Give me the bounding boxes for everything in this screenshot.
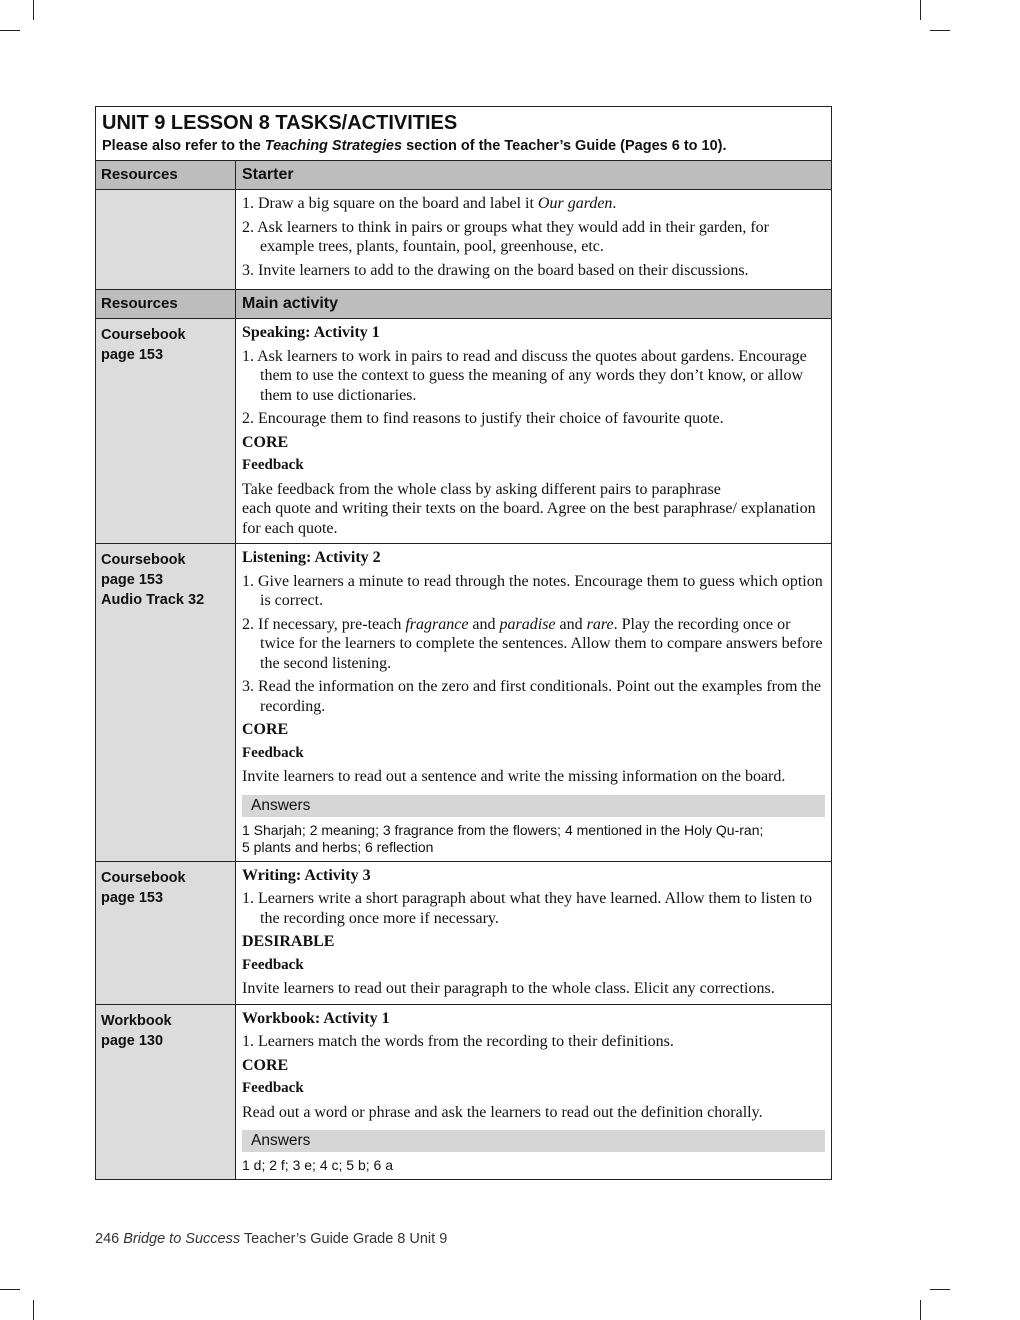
lesson-table: [95, 106, 832, 1180]
page-number: 246: [95, 1231, 120, 1247]
listening-content: [236, 544, 831, 861]
list-item: 2. Ask learners to think in pairs or groups what they would add in their garden, for example trees, plants, fountain, pool, greenhouse, etc.: [242, 218, 769, 255]
activity-title: Writing: Activity 3: [242, 866, 371, 884]
feedback-label: Feedback: [242, 1080, 304, 1096]
crop-mark: [0, 30, 20, 31]
main-activity-heading: Main activity: [236, 290, 831, 318]
speaking-row: [96, 319, 831, 544]
crop-mark: [920, 0, 921, 20]
list-item: 1. Give learners a minute to read through the notes. Encourage them to guess which option is correct.: [242, 572, 823, 609]
answers-heading: Answers: [242, 1130, 825, 1152]
subtitle-text: Please also refer to the: [102, 138, 265, 154]
lesson-subtitle: [102, 136, 825, 157]
resource-label: Workbook: [101, 1012, 172, 1029]
list-item: 3. Invite learners to add to the drawing on the board based on their discussions.: [242, 261, 749, 279]
resources-cell: [96, 319, 236, 543]
level-label: CORE: [242, 1056, 289, 1074]
main-header-row: [96, 290, 831, 319]
resources-heading: Resources: [96, 161, 236, 189]
activity-title: Listening: Activity 2: [242, 549, 381, 566]
subtitle-text-end: section of the Teacher’s Guide (Pages 6 to 10).: [402, 138, 727, 154]
list-item: 1. Learners write a short paragraph about what they have learned. Allow them to listen to the recording once more if necessary.: [242, 890, 813, 927]
crop-mark: [930, 1289, 950, 1290]
starter-row: [96, 190, 831, 290]
answers-text: 5 plants and herbs; 6 reflection: [242, 838, 434, 855]
starter-content: [236, 190, 831, 289]
feedback-text: Invite learners to read out a sentence and write the missing information on the board.: [242, 768, 786, 785]
listening-row: [96, 544, 831, 862]
resource-page: page 153: [101, 347, 164, 363]
footer-text: Teacher’s Guide Grade 8 Unit 9: [240, 1231, 448, 1247]
level-label: DESIRABLE: [242, 933, 335, 950]
book-title: Bridge to Success: [123, 1231, 241, 1247]
activity-title: Workbook: Activity 1: [242, 1009, 390, 1027]
list-item: 2. If necessary, pre-teach fragrance and paradise and rare. Play the recording once or twice for the learners to complete the sentences. Allow them to compare answers before the second listening.: [242, 615, 823, 672]
lesson-header: [96, 107, 831, 161]
resource-label: Coursebook: [101, 869, 186, 886]
list-item: 1. Draw a big square on the board and label it Our garden.: [242, 195, 617, 212]
resources-cell: [96, 544, 236, 861]
list-item: 1. Ask learners to work in pairs to read and discuss the quotes about gardens. Encourage them to use the context to guess the meaning of any words they don’t know, or allow them to use dictionaries.: [242, 347, 807, 404]
writing-content: [236, 862, 831, 1004]
resources-heading: Resources: [96, 290, 236, 318]
resource-page: page 153: [101, 889, 164, 906]
speaking-content: [236, 319, 831, 543]
resource-audio: Audio Track 32: [101, 592, 205, 608]
crop-mark: [930, 30, 950, 31]
list-item: 2. Encourage them to find reasons to justify their choice of favourite quote.: [242, 410, 724, 427]
feedback-text: Take feedback from the whole class by asking different pairs to paraphrase: [242, 480, 721, 498]
list-item: 3. Read the information on the zero and first conditionals. Point out the examples from the recording.: [242, 678, 821, 715]
starter-header-row: [96, 161, 831, 190]
activity-title: Speaking: Activity 1: [242, 324, 380, 341]
resources-cell: [96, 190, 236, 289]
starter-heading: Starter: [236, 161, 831, 189]
resource-label: Coursebook: [101, 327, 186, 343]
answers-heading: Answers: [242, 795, 825, 817]
writing-row: [96, 862, 831, 1005]
feedback-text: Invite learners to read out their paragraph to the whole class. Elicit any corrections.: [242, 980, 775, 997]
feedback-text: Read out a word or phrase and ask the learners to read out the definition chorally.: [242, 1103, 763, 1121]
feedback-label: Feedback: [242, 956, 304, 973]
subtitle-italic: Teaching Strategies: [264, 138, 403, 154]
resource-page: page 153: [101, 572, 164, 588]
answers-text: 1 Sharjah; 2 meaning; 3 fragrance from the flowers; 4 mentioned in the Holy Qu-ran;: [242, 821, 764, 838]
crop-mark: [33, 1300, 34, 1320]
level-label: CORE: [242, 433, 289, 451]
answers-text: 1 d; 2 f; 3 e; 4 c; 5 b; 6 a: [242, 1157, 393, 1173]
resources-cell: [96, 862, 236, 1004]
level-label: CORE: [242, 721, 289, 738]
crop-mark: [920, 1300, 921, 1320]
list-item: 1. Learners match the words from the recording to their definitions.: [242, 1033, 674, 1050]
lesson-title: UNIT 9 LESSON 8 TASKS/ACTIVITIES: [102, 112, 458, 134]
resource-label: Coursebook: [101, 552, 186, 568]
crop-mark: [33, 0, 34, 20]
crop-mark: [0, 1289, 20, 1290]
workbook-row: [96, 1005, 831, 1180]
feedback-label: Feedback: [242, 457, 304, 473]
feedback-label: Feedback: [242, 744, 304, 761]
resource-page: page 130: [101, 1032, 164, 1049]
workbook-content: [236, 1005, 831, 1180]
page-footer: [95, 1231, 447, 1247]
resources-cell: [96, 1005, 236, 1180]
feedback-text: each quote and writing their texts on the board. Agree on the best paraphrase/ explanation for each quote.: [242, 500, 816, 537]
